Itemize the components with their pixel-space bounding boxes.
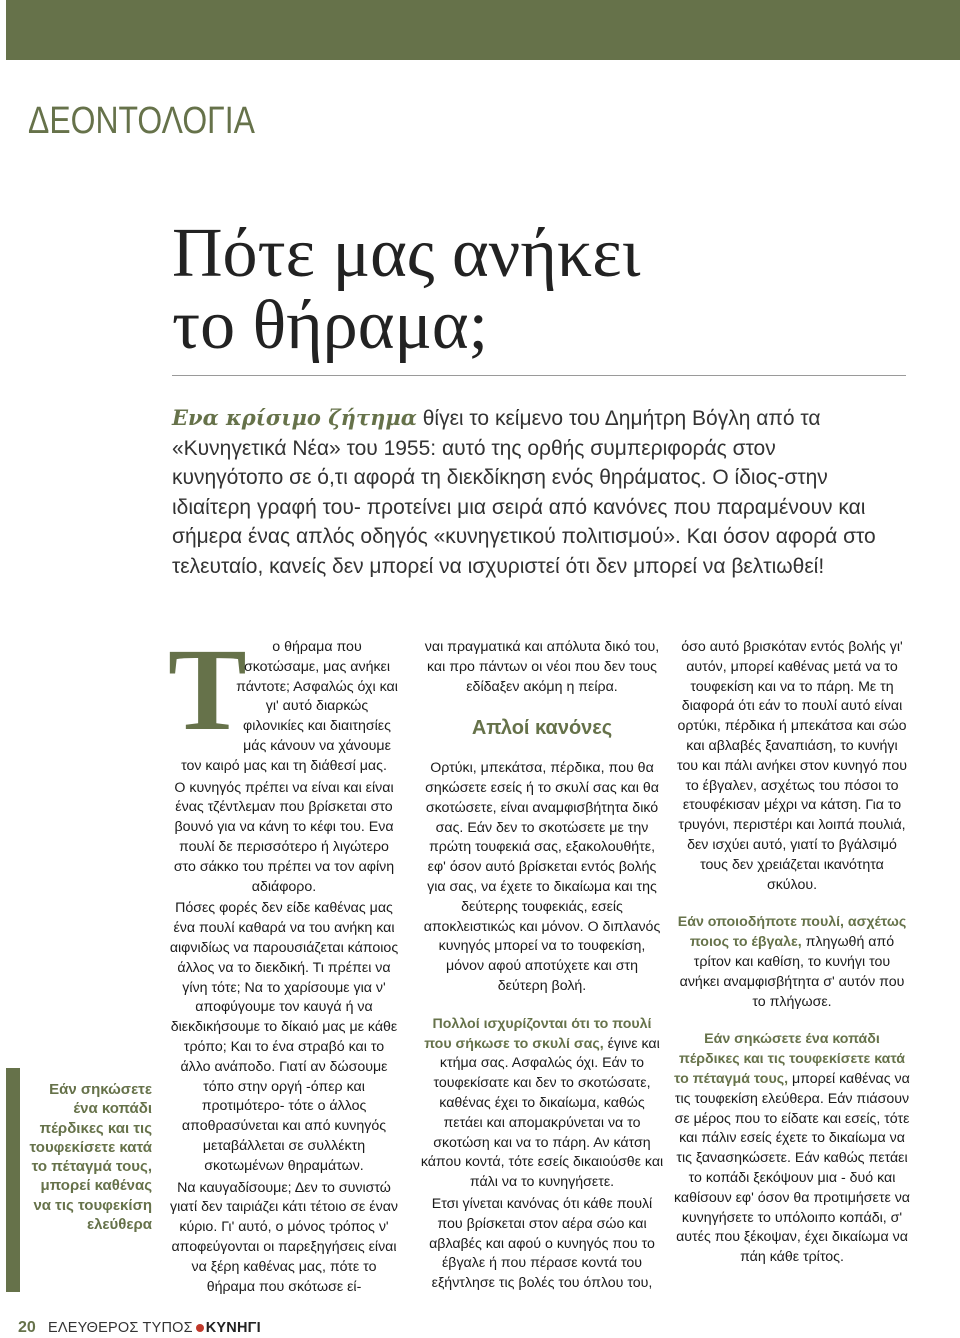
lede-text: θίγει το κείμενο του Δημήτρη Βόγλη από τα «Κυνηγετικά Νέα» του 1955: αυτό της ορθής συμπεριφοράς στον κυνηγότοπο σε ό,τι αφορά τη διεκδίκηση ενός θηράματος. Ο ίδιος-στην ιδιαίτερη γραφή του- προτείνει μια σειρά από κανόνες που παραμένουν και σήμερα ένας απλός οδηγός «κυνηγετικού πολιτισμού». Και όσον αφορά στο τελευταίο, κανείς δεν μπορεί να ισχυριστεί ότι δεν μπορεί να βελτιωθεί! bbox=[172, 407, 876, 578]
red-dot-icon bbox=[196, 1324, 204, 1332]
body-paragraph: όσο αυτό βρισκόταν εντός βολής γι' αυτόν, μπορεί καθένας μετά να το τουφεκίση και να το πάρη. Με τη διαφορά ότι εάν το πουλί αυτό είναι ορτύκι, πέρδικα ή μπεκάτσα και σώο και αβλαβές ξαναπιάση, το κυνήγι του και πάλι ανήκει στον κυνηγό που το έβγαλεν, ασχέτως του πόσοι το ετουφέκισαν μέχρι να κάτση. Για το τρυγόνι, περιστέρι και λοιπά πουλιά, δεν ισχύει αυτό, γιατί το βγάλσιμό τους δεν χρειάζεται ικανότητα σκύλου. bbox=[677, 639, 907, 893]
lede-lead: Ενα κρίσιμο ζήτημα bbox=[172, 405, 417, 430]
pullquote-bar bbox=[6, 1068, 20, 1292]
body-paragraph: Ετσι γίνεται κανόνας ότι κάθε πουλί που βρίσκεται στον αέρα σώο και αβλαβές και αφού ο κυνηγός που το έβγαλε ή που πέρασε κοντά του εξήντλησε τις βολές του όπλου του, bbox=[429, 1195, 655, 1292]
body-text: πληγωθή από τρίτον και καθίση, το κυνήγι του ανήκει αναμφισβήτητα σ' αυτόν που το πλήγωσε. bbox=[679, 934, 905, 1010]
highlight-text: Πολλοί ισχυρίζονται ότι το πουλί που σήκωσε το σκυλί σας, bbox=[424, 1015, 652, 1052]
body-paragraph: Να καυγαδίσουμε; Δεν το συνιστώ γιατί δεν ταιριάζει κάτι τέτοιο σε έναν κύριο. Γι' αυτό, ο μόνος τρόπος ν' αποφεύγονται οι παρεξηγήσεις είναι να ξέρη καθένας μας, πότε το θήραμα που σκότωσε εί- bbox=[169, 1179, 399, 1295]
body-paragraph: ο θήραμα που σκοτώσαμε, μας ανήκει πάντοτε; Ασφαλώς όχι και γι' αυτό διαρκώς φιλονικίες και διαιτησίες μάς κάνουν να χάνουμε τον καιρό μας και τη διάθεσί μας. bbox=[181, 639, 398, 774]
headline-line-2: το θήραμα; bbox=[172, 287, 489, 364]
body-paragraph bbox=[420, 1015, 664, 1193]
body-paragraph bbox=[674, 913, 910, 1012]
magazine-name bbox=[48, 1320, 261, 1336]
top-color-bar bbox=[6, 0, 960, 60]
headline-line-1: Πότε μας ανήκει bbox=[172, 215, 641, 292]
body-paragraph: Ορτύκι, μπεκάτσα, πέρδικα, που θα σηκώσετε εσείς ή το σκυλί σας και θα σκοτώσετε, είναι αναμφισβήτητα δικό σας. Εάν δεν το σκοτώσετε με την πρώτη τουφεκιά σας, εξακολουθήτε, εφ' όσον αυτό βρίσκεται εντός βολής για σας, να έχετε το δικαίωμα και της δεύτερης τουφεκιάς, εσείς αποκλειστικώς και μόνον. Ο διπλανός κυνηγός μπορεί να το τουφεκίση, μόνον αφού αποτύχετε και στη δεύτερη βολή. bbox=[423, 760, 661, 994]
section-title: ΔΕΟΝΤΟΛΟΓΙΑ bbox=[28, 100, 255, 142]
page-footer bbox=[6, 1315, 646, 1338]
headline-divider bbox=[172, 375, 906, 376]
body-paragraph: Πόσες φορές δεν είδε καθένας μας ένα πουλί καθαρά να του ανήκη και αιφνιδίως να παρουσιάζεται κάποιος άλλος να το διεκδική. Τι πρέπει να γίνη τότε; Να το χαρίσουμε για ν' αποφύγουμε τον καυγά ή να διεκδικήσουμε το δίκαιό μας με κάθε τρόπο; Και το ένα στραβό και το άλλο ανάποδο. Γιατί αν δώσουμε τόπο στην οργή -όπερ και προτιμότερο- τότε ο άλλος αποθρασύνεται και από κυνηγός μεταβάλλεται σε συλλέκτη σκοτωμένων θηραμάτων. bbox=[169, 900, 399, 1174]
drop-cap: Τ bbox=[168, 624, 247, 755]
body-text: έγινε και κτήμα σας. Ασφαλώς όχι. Εάν το τουφεκίσατε και δεν το σκοτώσατε, καθένας έχει το δικαίωμα, καθώς πετάει και απομακρύνεται να το σκοτώση και να το πάρη. Αν κάτση κάπου κοντά, τότε εσείς δικαιούσθε και πάλι να το κυνηγήσετε. bbox=[420, 1035, 664, 1191]
article-headline bbox=[172, 215, 641, 364]
pull-quote: Εάν σηκώσετε ένα κοπάδι πέρδικες και τις τουφεκίσετε κατά το πέταγμά τους, μπορεί καθένας να τις τουφεκίση ελεύθερα bbox=[29, 1081, 152, 1234]
body-paragraph: Ο κυνηγός πρέπει να είναι και είναι ένας τζέντλεμαν που βρίσκεται στο βουνό για να κάνη το κέφι του. Ενα πουλί δε περισσότερο ή λιγώτερο στο σάκκο του πρέπει να τον αφίνη αδιάφορο. bbox=[173, 779, 395, 895]
body-paragraph bbox=[674, 1030, 910, 1268]
publication-name: ΕΛΕΥΘΕΡΟΣ ΤΥΠΟΣ bbox=[48, 1320, 193, 1336]
article-column-1 bbox=[168, 624, 400, 1299]
article-column-3 bbox=[674, 638, 910, 1270]
highlight-text: Εάν σηκώσετε ένα κοπάδι πέρδικες και τις τουφεκίσετε κατά το πέταγμά τους, bbox=[674, 1031, 906, 1087]
page-number: 20 bbox=[18, 1319, 36, 1336]
subheading: Απλοί κανόνες bbox=[471, 717, 613, 740]
brand-logo-text: ΚΥΝΗΓΙ bbox=[205, 1320, 261, 1336]
body-text: μπορεί καθένας να τις τουφεκίση ελεύθερα. Εάν πιάσουν σε μέρος που το είδατε και εσείς, τότε και πάλιν εσείς έχετε το δικαίωμα να τις ξανασηκώσετε. Εάν καθώς πετάει το κοπάδι ξεκόψουν μια - δυό και καθίσουν εφ' όσον θα προτιμήσετε να κυνηγήσετε το υπόλοιπο κοπάδι, σ' αυτές που ξέκοψαν, έχει δικαίωμα να πάη κάθε τρίτος. bbox=[674, 1070, 911, 1266]
article-column-2 bbox=[420, 638, 664, 1296]
highlight-text: Εάν οποιοδήποτε πουλί, ασχέτως ποιος το έβγαλε, bbox=[677, 914, 907, 951]
lede-paragraph bbox=[172, 403, 892, 581]
body-paragraph: ναι πραγματικά και απόλυτα δικό του, και προ πάντων οι νέοι που δεν τους εδίδαξεν ακόμη η πείρα. bbox=[424, 639, 660, 695]
